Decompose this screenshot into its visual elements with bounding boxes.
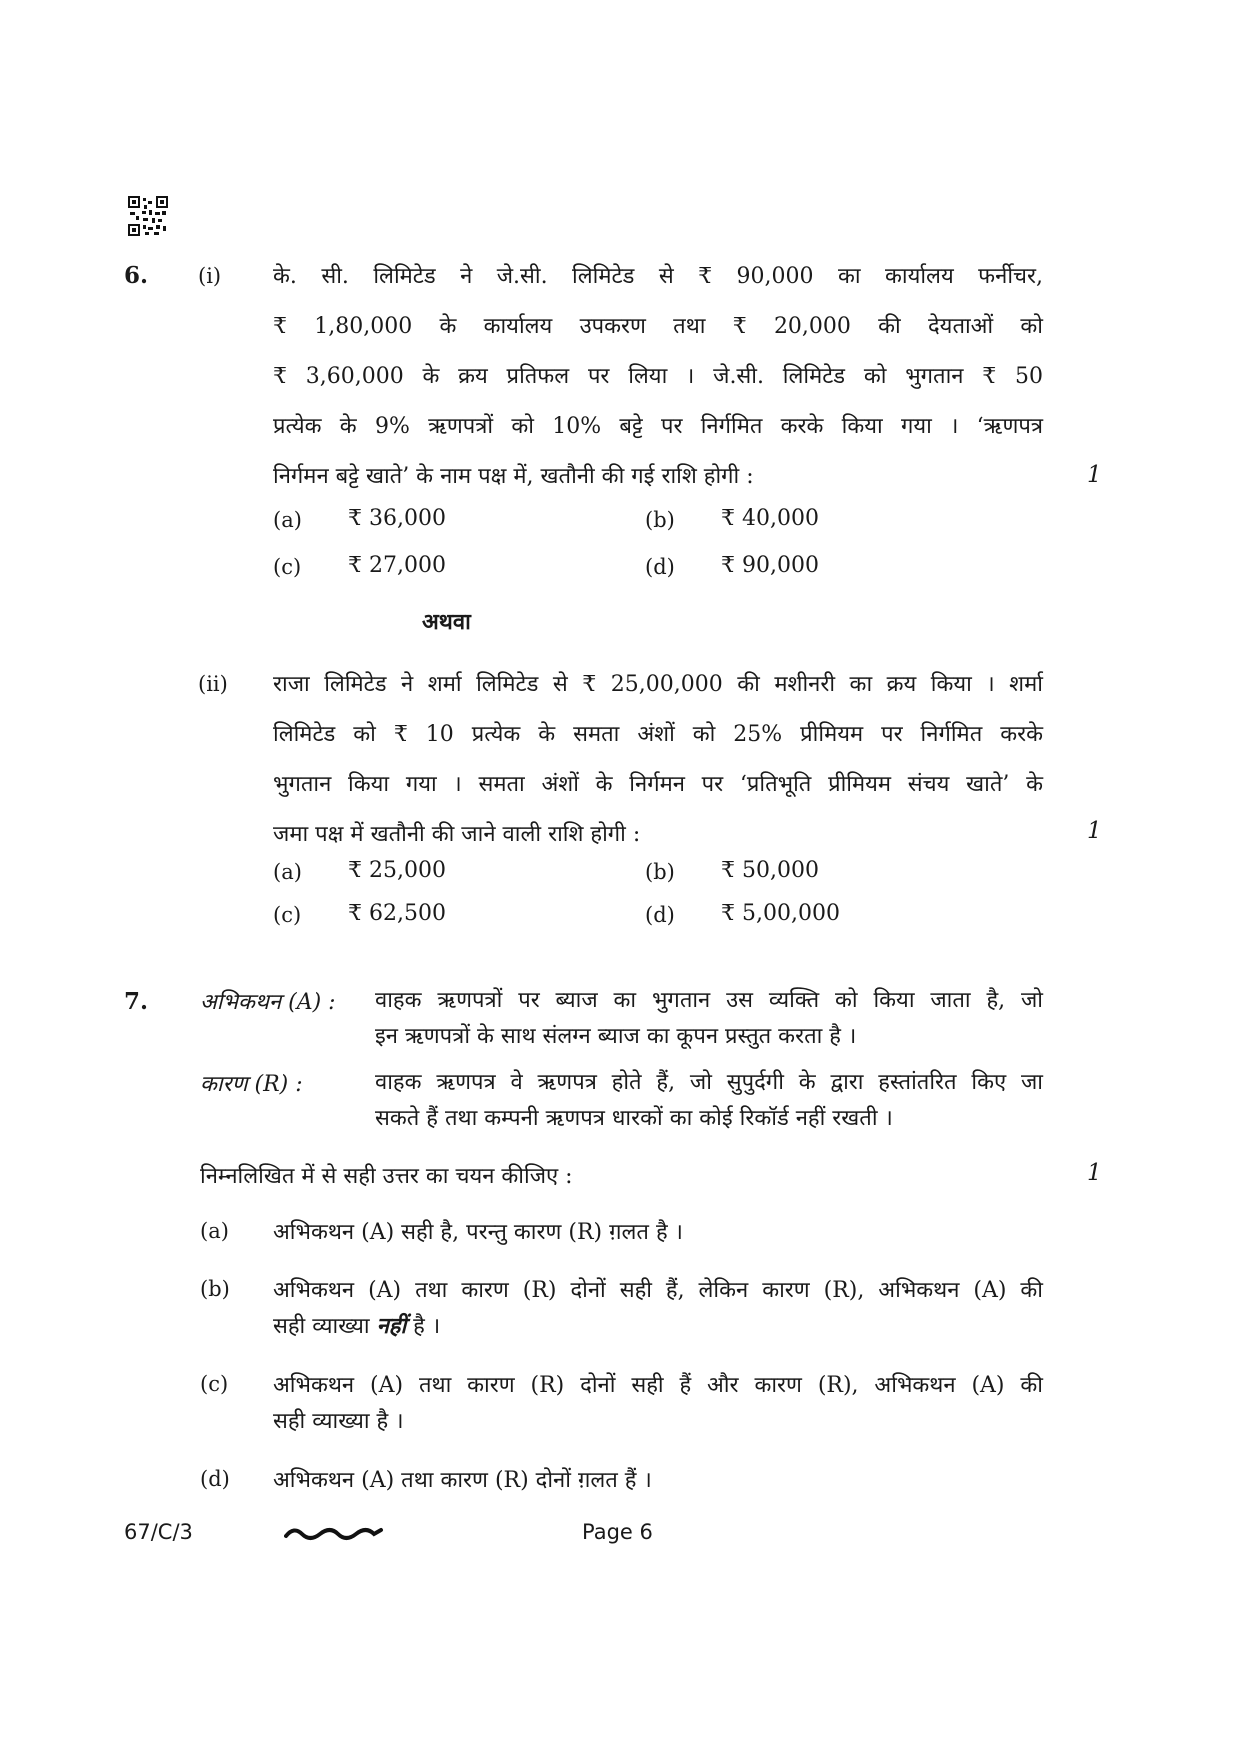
or-separator: अथवा bbox=[422, 609, 471, 635]
assertion-text-line: इन ऋणपत्रों के साथ संलग्न ब्याज का कूपन प्रस्तुत करता है । bbox=[375, 1024, 857, 1049]
option-value: ₹ 40,000 bbox=[721, 506, 819, 531]
reason-label: कारण (R) : bbox=[200, 1072, 303, 1097]
option-label: (d) bbox=[645, 903, 675, 927]
reason-text-line: सकते हैं तथा कम्पनी ऋणपत्र धारकों का कोई रिकॉर्ड नहीं रखती । bbox=[375, 1106, 893, 1131]
question-text-line: ₹ 3,60,000 के क्रय प्रतिफल पर लिया । जे.सी. लिमिटेड को भुगतान ₹ 50 bbox=[273, 364, 1043, 389]
option-label: (a) bbox=[273, 860, 302, 884]
paper-code: 67/C/3 bbox=[124, 1520, 193, 1544]
option-label: (a) bbox=[273, 508, 302, 532]
option-value: ₹ 50,000 bbox=[721, 858, 819, 883]
question-text-line: निर्गमन बट्टे खाते’ के नाम पक्ष में, खतौनी की गई राशि होगी : bbox=[273, 464, 754, 489]
option-label: (d) bbox=[200, 1467, 230, 1491]
question-number: 7. bbox=[124, 988, 149, 1015]
question-number: 6. bbox=[124, 262, 149, 289]
option-value: ₹ 90,000 bbox=[721, 553, 819, 578]
question-text-line: लिमिटेड को ₹ 10 प्रत्येक के समता अंशों को 25% प्रीमियम पर निर्गमित करके bbox=[273, 722, 1043, 747]
option-text: अभिकथन (A) तथा कारण (R) दोनों सही हैं, लेकिन कारण (R), अभिकथन (A) की bbox=[273, 1278, 1043, 1303]
option-text bbox=[273, 1310, 440, 1340]
option-label: (c) bbox=[200, 1372, 229, 1396]
question-text-line: जमा पक्ष में खतौनी की जाने वाली राशि होगी : bbox=[273, 822, 641, 847]
sub-question-label: (i) bbox=[198, 264, 222, 288]
option-label: (a) bbox=[200, 1219, 229, 1243]
assertion-text-line: वाहक ऋणपत्रों पर ब्याज का भुगतान उस व्यक्ति को किया जाता है, जो bbox=[375, 988, 1043, 1013]
option-text-part: सही व्याख्या bbox=[273, 1314, 377, 1339]
option-label: (c) bbox=[273, 555, 302, 579]
option-label: (b) bbox=[645, 508, 675, 532]
wave-divider-icon bbox=[284, 1524, 384, 1542]
question-text-line: के. सी. लिमिटेड ने जे.सी. लिमिटेड से ₹ 90,000 का कार्यालय फर्नीचर, bbox=[273, 264, 1043, 289]
option-label: (d) bbox=[645, 555, 675, 579]
option-value: ₹ 5,00,000 bbox=[721, 901, 840, 926]
option-label: (b) bbox=[200, 1277, 230, 1301]
option-label: (c) bbox=[273, 903, 302, 927]
option-value: ₹ 62,500 bbox=[348, 901, 446, 926]
option-value: ₹ 27,000 bbox=[348, 553, 446, 578]
option-text: अभिकथन (A) तथा कारण (R) दोनों ग़लत हैं । bbox=[273, 1468, 652, 1493]
marks-value: 1 bbox=[1087, 1160, 1102, 1186]
question-text-line: राजा लिमिटेड ने शर्मा लिमिटेड से ₹ 25,00,000 की मशीनरी का क्रय किया । शर्मा bbox=[273, 672, 1043, 697]
option-value: ₹ 25,000 bbox=[348, 858, 446, 883]
instruction-text: निम्नलिखित में से सही उत्तर का चयन कीजिए : bbox=[200, 1164, 573, 1189]
question-text-line: ₹ 1,80,000 के कार्यालय उपकरण तथा ₹ 20,000 की देयताओं को bbox=[273, 314, 1043, 339]
emphasis-text: नहीं bbox=[376, 1313, 407, 1339]
option-text: अभिकथन (A) सही है, परन्तु कारण (R) ग़लत है । bbox=[273, 1220, 683, 1245]
option-label: (b) bbox=[645, 860, 675, 884]
page-number: Page 6 bbox=[582, 1520, 653, 1544]
option-value: ₹ 36,000 bbox=[348, 506, 446, 531]
assertion-label: अभिकथन (A) : bbox=[200, 990, 336, 1015]
marks-value: 1 bbox=[1087, 818, 1102, 844]
qr-code-icon bbox=[128, 196, 168, 236]
sub-question-label: (ii) bbox=[198, 672, 228, 696]
option-text: अभिकथन (A) तथा कारण (R) दोनों सही हैं और कारण (R), अभिकथन (A) की bbox=[273, 1373, 1043, 1398]
reason-text-line: वाहक ऋणपत्र वे ऋणपत्र होते हैं, जो सुपुर्दगी के द्वारा हस्तांतरित किए जा bbox=[375, 1070, 1043, 1095]
question-text-line: भुगतान किया गया । समता अंशों के निर्गमन पर ‘प्रतिभूति प्रीमियम संचय खाते’ के bbox=[273, 772, 1043, 797]
option-text-part: है । bbox=[406, 1314, 441, 1339]
question-text-line: प्रत्येक के 9% ऋणपत्रों को 10% बट्टे पर निर्गमित करके किया गया । ‘ऋणपत्र bbox=[273, 414, 1043, 439]
option-text: सही व्याख्या है । bbox=[273, 1409, 404, 1434]
marks-value: 1 bbox=[1087, 462, 1102, 488]
